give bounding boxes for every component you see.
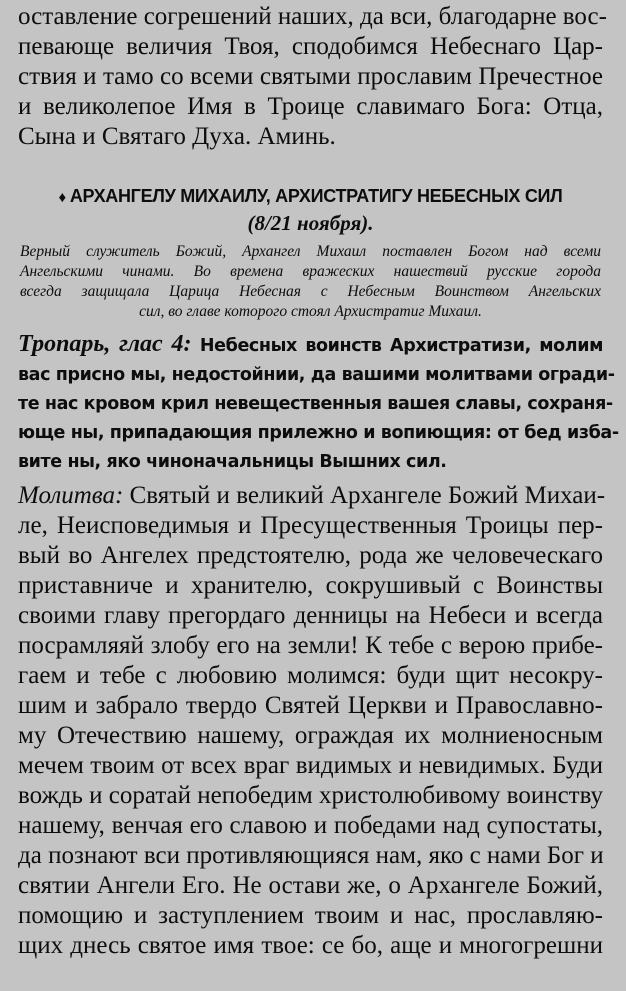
prayer-line: святии Ангели Его. Не остави же, о Архангеле Божий, <box>18 872 603 899</box>
prayer-line: шим и забрало твердо Святей Церкви и Православно- <box>18 692 603 719</box>
section-title: АРХАНГЕЛУ МИХАИЛУ, АРХИСТРАТИГУ НЕБЕСНЫХ СИЛ <box>69 186 563 206</box>
troparion-first-line <box>18 330 603 361</box>
troparion-label: Тропарь, глас 4: <box>18 331 192 357</box>
note-line: всегда защищала Царица Небесная с Небесным Воинством Ангельских <box>20 283 601 300</box>
prayer-first-line <box>18 481 606 511</box>
troparion-block <box>18 330 619 477</box>
text-line: певающе величия Твоя, сподобимся Небеснаго Цар- <box>18 33 603 60</box>
text-line: оставление согрешений наших, да вси, благодарне вос- <box>18 3 607 30</box>
text-line: и великолепое Имя в Троице славимаго Бога: Отца, <box>18 93 603 120</box>
note-line: сил, во главе которого стоял Архистратиг Михаил. <box>139 303 482 320</box>
prayer-line: му Отечествию нашему, ограждая их молниеносным <box>18 722 603 749</box>
troparion-line: те нас кровом крил невещественныя вашея славы, сохраня- <box>18 394 613 414</box>
note-line: Ангельскими чинами. Во времена вражеских нашествий русские города <box>20 263 601 280</box>
troparion-text: Небесных воинств Архистратизи, молим <box>199 336 603 356</box>
prayer-line: помощию и заступлением твоим и нас, прославляю- <box>18 902 603 929</box>
prayer-line: нашему, венчая его славою и победами над супостаты, <box>18 812 603 839</box>
troparion-line: вите ны, яко чиноначальницы Вышних сил. <box>18 452 447 472</box>
prayer-text: Святый и великий Архангеле Божий Михаи- <box>129 482 606 509</box>
prayer-line: мечем твоим от всех враг видимых и невидимых. Буди <box>18 752 603 779</box>
troparion-line: вас присно мы, недостойнии, да вашими молитвами огради- <box>18 365 615 385</box>
intro-note <box>18 242 603 322</box>
prayer-line: вый во Ангелех предстоятелю, рода же человеческаго <box>18 542 603 569</box>
diamond-bullet-icon: ♦ <box>58 189 66 206</box>
feast-date: (8/21 ноября). <box>247 211 374 235</box>
prayer-line: вождь и соратай непобедим христолюбивому воинству <box>18 782 604 809</box>
troparion-line: юще ны, припадающия прилежно и вопиющия: от бед изба- <box>18 423 619 443</box>
text-line: Сына и Святаго Духа. Аминь. <box>18 123 336 150</box>
text-line: ствия и тамо со всеми святыми прославим Пречестное <box>18 63 603 90</box>
prayer-line: ле, Неисповедимыя и Пресущественныя Троицы пер- <box>18 512 603 539</box>
prayer-line: своими главу прегордаго денницы на Небеси и всегда <box>18 602 603 629</box>
document-page <box>18 2 619 961</box>
note-line: Верный служитель Божий, Архангел Михаил поставлен Богом над всеми <box>20 243 601 260</box>
prayer-label: Молитва: <box>18 482 124 509</box>
prayer-line: посрамляяй злобу его на земли! К тебе с верою прибе- <box>18 632 603 659</box>
prayer-line: приставниче и хранителю, сокрушивый с Воинствы <box>18 572 603 599</box>
prayer-block <box>18 481 606 961</box>
prayer-line: гаем и тебе с любовию молимся: буди щит несокру- <box>18 662 603 689</box>
opening-paragraph <box>18 2 607 152</box>
prayer-line: да познают вси противляющияся нам, яко с нами Бог и <box>18 842 604 869</box>
prayer-line: щих днесь святое имя твое: се бо, аще и многогрешни <box>18 932 603 959</box>
section-heading <box>18 186 603 207</box>
